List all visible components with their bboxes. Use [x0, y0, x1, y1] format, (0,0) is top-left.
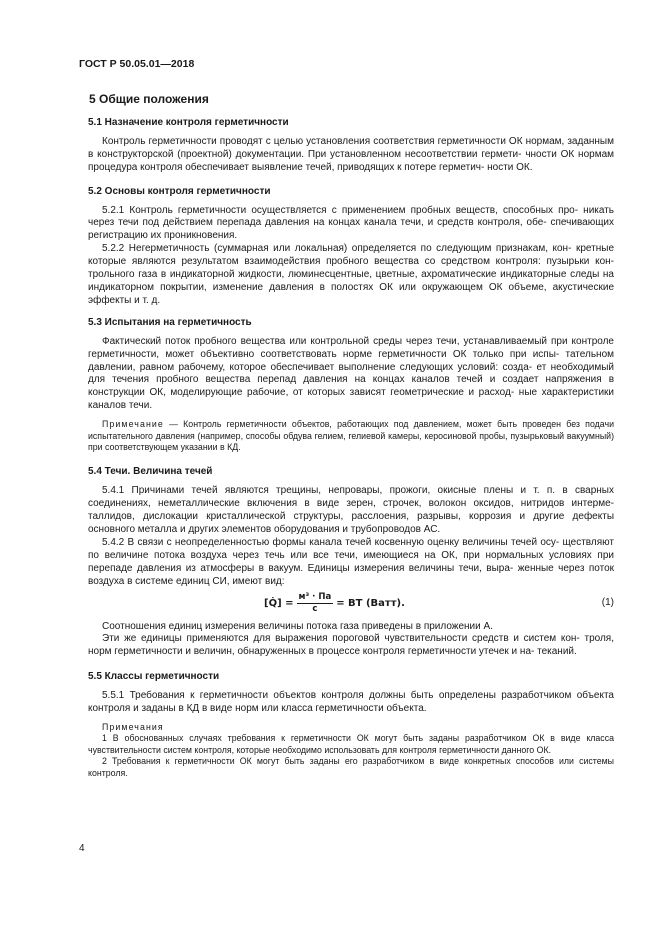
text-line: условиях при перепаде давления из атмосферы в вакуум. Единицы измерения величины течи, выра- — [88, 549, 614, 574]
text-line: Эти же единицы применяются для выражения пороговой чувствительности средств и систем кон- — [102, 633, 580, 645]
text-line: объекта контроля и заданы в КД в виде норм или класса герметичности объекта. — [88, 690, 614, 715]
note-5-5-1 — [88, 733, 614, 756]
document-header: ГОСТ Р 50.05.01—2018 — [79, 58, 195, 70]
text-line: акустические эффекты и т. д. — [88, 281, 615, 306]
formula-denominator: с — [312, 604, 318, 614]
text-line: — Контроль герметичности объектов, работающих под давлением, может быть проведен — [163, 419, 562, 430]
paragraph-5-4-2 — [88, 537, 614, 589]
subsection-5-4-title: 5.4 Течи. Величина течей — [88, 466, 213, 478]
text-line: женные через поток воздуха в системе единиц СИ, имеют вид: — [88, 562, 615, 587]
text-line: чности ОК нормам процедура контроля обеспечивает выявление течей, приводящих к потере герметич- — [88, 148, 615, 173]
paragraph-5-4-3 — [88, 621, 614, 634]
paragraph-5-4-1 — [88, 485, 614, 537]
text-line: 5.4.1 Причинами течей являются трещины, непровары, прожоги, окисные плены и т. п. в сварных — [102, 485, 614, 497]
note-5-5-2 — [88, 756, 614, 779]
text-line: ные характеристики каналов течи. — [88, 387, 615, 412]
formula-fraction — [297, 592, 334, 615]
subsection-5-1-title: 5.1 Назначение контроля герметичности — [88, 117, 289, 128]
text-line: троля, норм герметичности и величин, обнаруженных в процессе контроля герметичности утечек и на- — [88, 633, 614, 658]
subsection-5-5-title: 5.5 Классы герметичности — [88, 671, 220, 683]
paragraph-5-5-1 — [88, 690, 614, 716]
formula-rhs: = ВТ (Ватт). — [336, 598, 405, 609]
text-line: контроле герметичности, может объективно соответствовать норме герметичности ОК только при испы- — [88, 335, 614, 360]
paragraph-5-3 — [88, 336, 614, 413]
text-line: Контроль герметичности проводят с целью установления соответствия герметичности ОК нормам, — [102, 135, 565, 147]
text-line: следы на индикаторном покрытии, изменение давления в полостях ОК или окружающем ОК объеме, — [88, 269, 614, 293]
formula-number: (1) — [601, 596, 614, 608]
formula-1 — [88, 591, 614, 617]
text-line: 5.2.2 Негерметичность (суммарная или локальная) определяется по следующим признакам, кон- — [102, 243, 572, 255]
text-line: никать через течи под действием перепада давления на концах канала течи, и средств контроля, обе- — [88, 204, 615, 229]
note-label: Примечания — [102, 721, 164, 732]
text-line: ности ОК. — [487, 161, 533, 173]
text-line: пузырьковый вакуумный) при соответствующем указании в КД. — [88, 430, 615, 452]
formula-numerator: м³ · Па — [298, 592, 332, 602]
text-line: напряжения в конструкции ОК, моделирующие рабочие, от которых зависят геометрические и расход- — [88, 374, 615, 399]
text-line: кретные которые являются результатом взаимодействия пробного вещества со средством контроля: пузырьки кон- — [88, 243, 615, 268]
text-line: ет необходимый для течения пробного вещества перепад давления на концах каналов течей и создает — [88, 361, 614, 386]
subsection-5-3-title: 5.3 Испытания на герметичность — [88, 316, 252, 328]
text-line: основного металла и других элементов оборудования и трубопроводов АС. — [88, 523, 441, 535]
text-line: трольного газа в индикаторной жидкости, люминесцентные, цветные, ахроматические индикаторные — [88, 269, 567, 281]
paragraph-5-2-2 — [88, 243, 614, 308]
text-line: 5.2.1 Контроль герметичности осуществляется с применением пробных веществ, способных про- — [102, 204, 579, 216]
paragraph-5-1 — [88, 136, 614, 175]
note-5-3 — [88, 419, 614, 453]
formula-lhs: [Q̇] = — [264, 598, 294, 609]
text-line: 5.5.1 Требования к герметичности объектов контроля должны быть определены разработчиком — [102, 690, 572, 702]
paragraph-5-4-4 — [88, 633, 614, 659]
formula-expression — [264, 591, 405, 617]
text-line: Соотношения единиц измерения величины потока газа приведены в приложении А. — [102, 620, 493, 632]
text-line: 1 В обоснованных случаях требования к герметичности ОК могут быть заданы разработчиком ОК в виде класса — [102, 733, 614, 744]
note-label: Примечание — [102, 419, 164, 430]
text-line: 5.4.2 В связи с неопределенностью формы канала течей косвенную оценку величины течей осу- — [102, 536, 560, 548]
text-line: таллидов, дислокации кристаллической структуры, расслоения, разрывы, коррозия и другие дефекты — [88, 511, 614, 523]
text-line: соединениях, неметаллические включения в виде зерен, строчек, волокон оксидов, нитридов интерме- — [88, 498, 614, 510]
text-line: чувствительности систем контроля, которые необходимо использовать для контроля герметичности данного ОК. — [88, 744, 552, 755]
text-line: Фактический поток пробного вещества или контрольной среды через течи, устанавливаемый при — [102, 335, 568, 347]
text-line: без подачи испытательного давления (например, способы обдува гелием, гелиевой камеры, керосиновой пробы, — [88, 419, 614, 441]
document-body — [88, 92, 614, 779]
text-line: теканий. — [537, 646, 577, 658]
paragraph-5-2-1 — [88, 205, 614, 244]
text-line: тательном давлении, равном рабочему, которое обеспечивает выполнение следующих условий: созда- — [88, 348, 615, 373]
subsection-5-2-title: 5.2 Основы контроля герметичности — [88, 185, 271, 197]
page-number: 4 — [79, 843, 85, 854]
text-line: ществляют по величине потока воздуха через течь или все течи, имеющиеся на ОК, при нормальных — [88, 536, 614, 561]
text-line: спечивающих регистрацию их проникновения. — [88, 217, 615, 242]
section-title: 5 Общие положения — [89, 92, 209, 106]
text-line: заданным в конструкторской (проектной) документации. При установленном несоответствии гермети- — [88, 135, 614, 160]
notes-label — [88, 722, 614, 733]
text-line: 2 Требования к герметичности ОК могут быть заданы его разработчиком в виде конкретных способов или — [102, 756, 574, 767]
text-line: системы контроля. — [88, 756, 614, 778]
